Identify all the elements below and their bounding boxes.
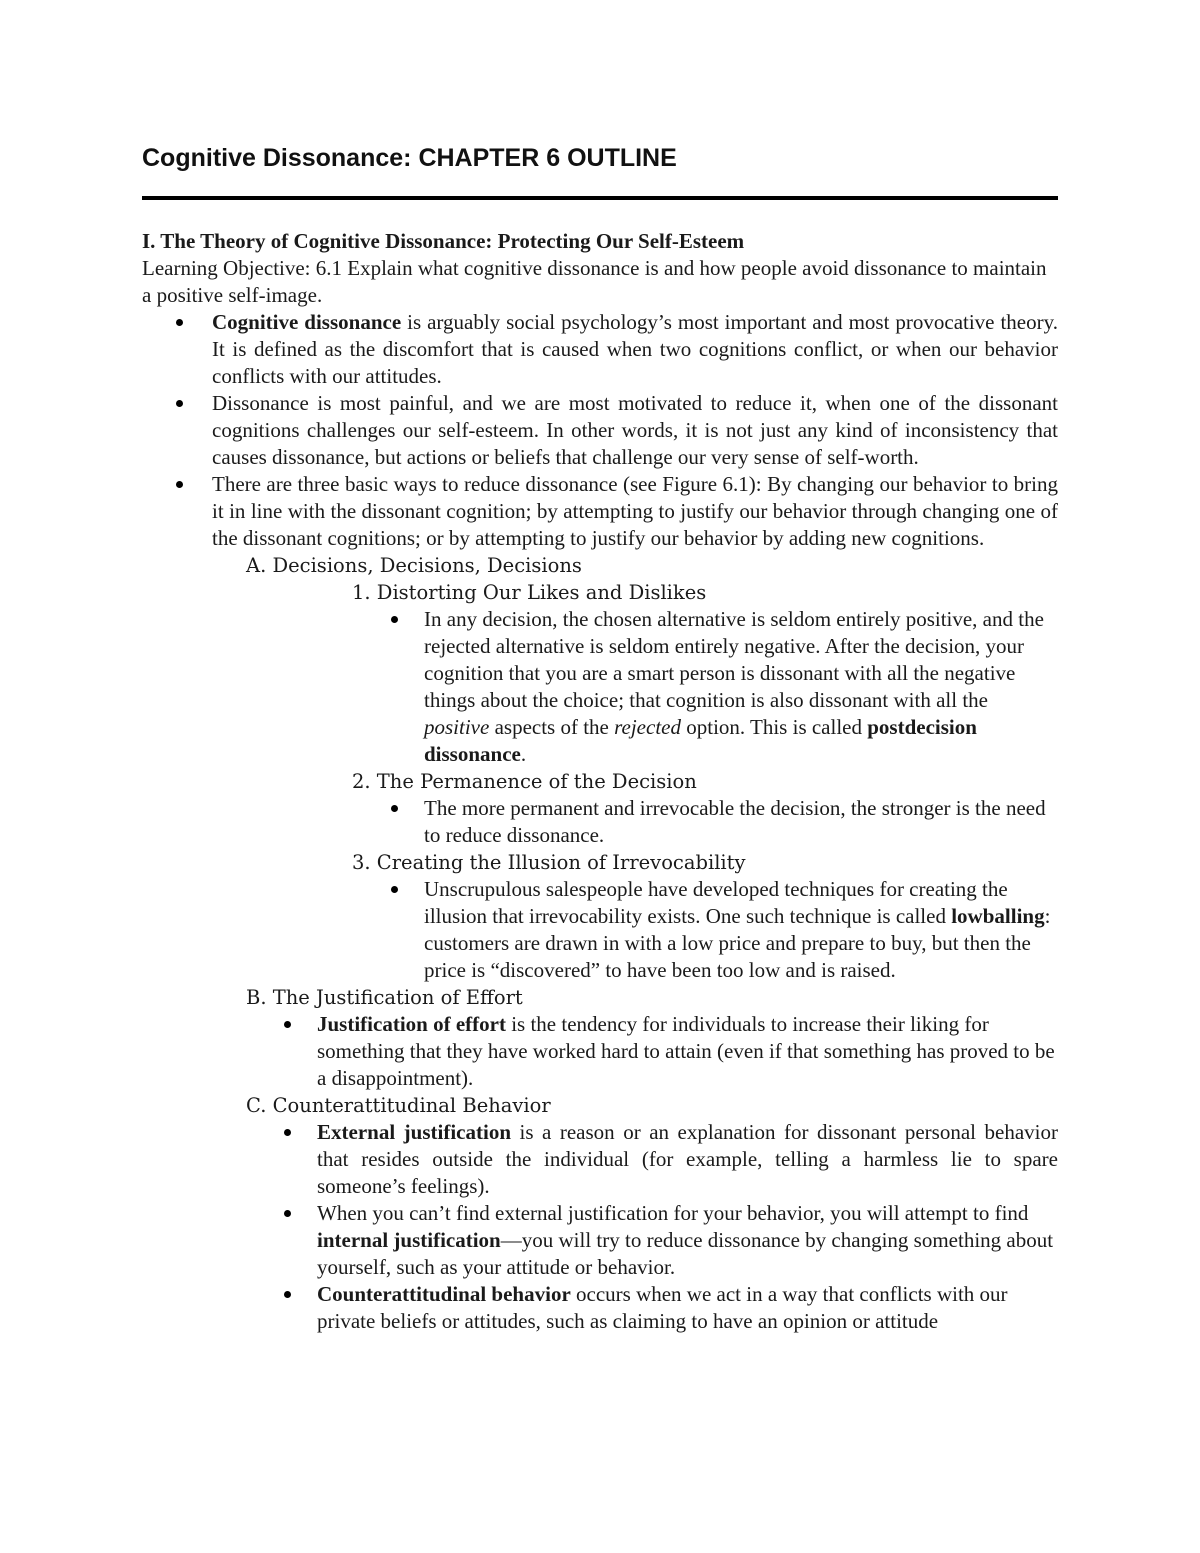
outline-content	[142, 228, 1058, 1335]
term: Counterattitudinal behavior	[317, 1282, 571, 1306]
numbered-heading: 2. The Permanence of the Decision	[352, 770, 697, 793]
item-text: Dissonance is most painful, and we are most motivated to reduce it, when one of the dissonant cognitions challenges our self-esteem. In other words, it is not just any kind of inconsistency that causes dissonance, but actions or beliefs that challenge our very sense of self-worth.	[212, 391, 1058, 469]
list-item	[142, 876, 1058, 984]
emphasis: rejected	[614, 715, 681, 739]
item-text: occurs when we act in a way that conflicts with our private beliefs or attitudes, such as claiming to have an opinion or attitude	[317, 1282, 1008, 1333]
term: External justification	[317, 1120, 511, 1144]
term: postdecision dissonance	[424, 715, 977, 766]
item-text: In any decision, the chosen alternative is seldom entirely positive, and the rejected alternative is seldom entirely negative. After the decision, your cognition that you are a smart person is dissonant with all the negative things about the choice; that cognition is also dissonant with all the	[424, 607, 1044, 712]
list-item	[142, 606, 1058, 768]
list-item	[142, 309, 1058, 390]
bullet-icon	[176, 400, 183, 407]
numbered-heading: 1. Distorting Our Likes and Dislikes	[352, 581, 707, 604]
list-item	[142, 1119, 1058, 1200]
subsection-heading: A. Decisions, Decisions, Decisions	[246, 554, 582, 577]
list-item	[142, 1200, 1058, 1281]
bullet-icon	[391, 616, 398, 623]
list-item	[142, 471, 1058, 552]
bullet-icon	[391, 805, 398, 812]
bullet-icon	[284, 1021, 291, 1028]
list-item	[142, 795, 1058, 849]
item-text: option. This is called	[680, 715, 868, 739]
section-heading: I. The Theory of Cognitive Dissonance: Protecting Our Self-Esteem	[142, 229, 745, 253]
learning-objective: Learning Objective: 6.1 Explain what cognitive dissonance is and how people avoid dissonance to maintain a positive self-image.	[142, 256, 1047, 307]
subsection-heading: B. The Justification of Effort	[246, 986, 523, 1009]
item-text: is the tendency for individuals to increase their liking for something that they have worked hard to attain (even if that something has proved to be a disappointment).	[317, 1012, 1055, 1090]
item-text: is arguably social psychology’s most important and most provocative theory. It is defined as the discomfort that is caused when two cognitions conflict, or when our behavior conflicts with our attitudes.	[212, 310, 1059, 388]
list-item	[142, 1281, 1058, 1335]
item-text: aspects of the	[489, 715, 615, 739]
subsection-heading: C. Counterattitudinal Behavior	[246, 1094, 551, 1117]
term: Cognitive dissonance	[212, 310, 402, 334]
bullet-icon	[284, 1210, 291, 1217]
item-text: —you will try to reduce dissonance by changing something about yourself, such as your attitude or behavior.	[317, 1228, 1054, 1279]
item-text: .	[520, 742, 527, 766]
item-text: is a reason or an explanation for dissonant personal behavior that resides outside the individual (for example, telling a harmless lie to spare someone’s feelings).	[317, 1120, 1058, 1198]
bullet-icon	[284, 1129, 291, 1136]
item-text: There are three basic ways to reduce dissonance (see Figure 6.1): By changing our behavior to bring it in line with the dissonant cognition; by attempting to justify our behavior through changing one of the dissonant cognitions; or by attempting to justify our behavior by adding new cognitions.	[212, 472, 1058, 550]
item-text: When you can’t find external justification for your behavior, you will attempt to find	[317, 1201, 1029, 1225]
emphasis: positive	[424, 715, 490, 739]
item-text: Unscrupulous salespeople have developed techniques for creating the illusion that irrevocability exists. One such technique is called	[424, 877, 1008, 928]
list-item	[142, 1011, 1058, 1092]
list-item	[142, 390, 1058, 471]
bullet-icon	[176, 481, 183, 488]
term: lowballing	[951, 904, 1045, 928]
numbered-heading: 3. Creating the Illusion of Irrevocability	[352, 851, 746, 874]
bullet-icon	[391, 886, 398, 893]
item-text: The more permanent and irrevocable the decision, the stronger is the need to reduce dissonance.	[424, 796, 1046, 847]
bullet-icon	[176, 319, 183, 326]
term: Justification of effort	[317, 1012, 506, 1036]
bullet-icon	[284, 1291, 291, 1298]
item-text: : customers are drawn in with a low price and prepare to buy, but then the price is “discovered” to have been too low and is raised.	[424, 904, 1051, 982]
title-rule	[142, 196, 1058, 200]
term: internal justification	[317, 1228, 501, 1252]
page-title: Cognitive Dissonance: CHAPTER 6 OUTLINE	[142, 144, 677, 172]
